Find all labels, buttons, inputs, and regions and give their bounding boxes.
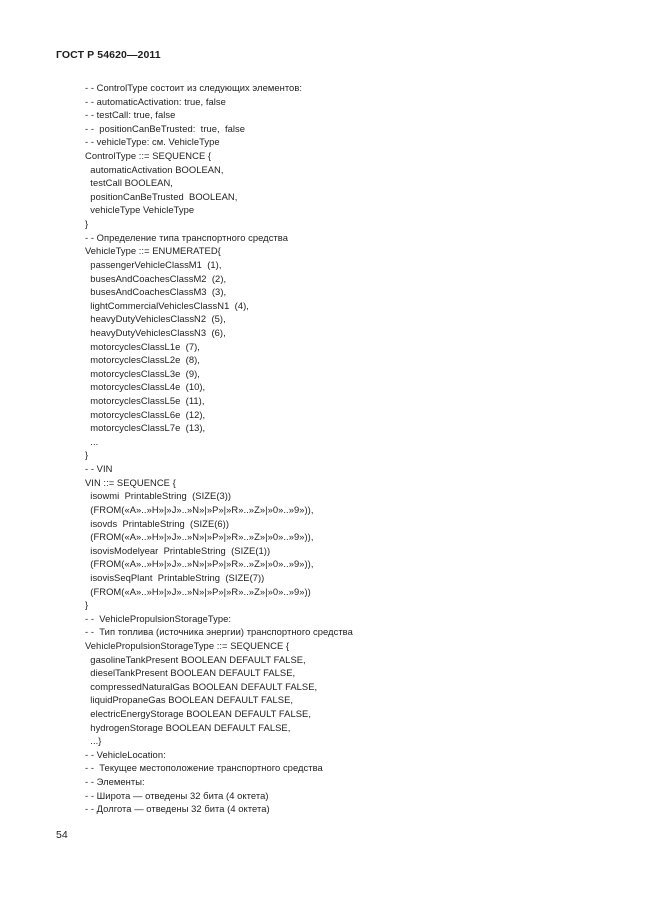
text-line: isowmi PrintableString (SIZE(3)) <box>85 490 232 502</box>
text-line: ...} <box>85 735 102 747</box>
text-line: hydrogenStorage BOOLEAN DEFAULT FALSE, <box>85 721 291 733</box>
text-line: busesAndCoachesClassM2 (2), <box>85 272 227 284</box>
text-line: testCall BOOLEAN, <box>85 177 173 189</box>
text-line: } <box>85 449 89 461</box>
text-line: motorcyclesClassL2e (8), <box>85 354 200 366</box>
text-line: VIN ::= SEQUENCE { <box>85 476 176 488</box>
text-line: gasolineTankPresent BOOLEAN DEFAULT FALSE, <box>85 653 306 665</box>
text-line: - - Тип топлива (источника энергии) транспортного средства <box>85 626 353 638</box>
text-line: ControlType ::= SEQUENCE { <box>85 150 212 162</box>
text-line: passengerVehicleClassM1 (1), <box>85 258 222 270</box>
text-line: isovds PrintableString (SIZE(6)) <box>85 517 230 529</box>
text-line: compressedNaturalGas BOOLEAN DEFAULT FALSE, <box>85 680 318 692</box>
text-line: VehicleType ::= ENUMERATED{ <box>85 245 221 257</box>
text-line: heavyDutyVehiclesClassN2 (5), <box>85 313 226 325</box>
text-line: } <box>85 599 89 611</box>
text-line: - - ControlType состоит из следующих элементов: <box>85 82 303 93</box>
text-line: - - automaticActivation: true, false <box>85 95 226 107</box>
text-line: electricEnergyStorage BOOLEAN DEFAULT FALSE, <box>85 708 312 720</box>
page-number: 54 <box>56 829 68 841</box>
text-line: dieselTankPresent BOOLEAN DEFAULT FALSE, <box>85 667 296 679</box>
text-line: isovisSeqPlant PrintableString (SIZE(7)) <box>85 571 265 583</box>
text-line: - - positionCanBeTrusted: true, false <box>85 122 246 134</box>
text-line: lightCommercialVehiclesClassN1 (4), <box>85 299 249 311</box>
text-line: - - testCall: true, false <box>85 109 176 121</box>
text-line: motorcyclesClassL4e (10), <box>85 381 206 393</box>
document-header: ГОСТ Р 54620—2011 <box>56 49 161 61</box>
text-line: motorcyclesClassL1e (7), <box>85 340 200 352</box>
text-line: automaticActivation BOOLEAN, <box>85 163 224 175</box>
text-line: busesAndCoachesClassM3 (3), <box>85 286 227 298</box>
text-line: - - VIN <box>85 463 113 475</box>
text-line: ... <box>85 435 99 447</box>
text-line: - - Долгота — отведены 32 бита (4 октета) <box>85 803 270 815</box>
text-line: motorcyclesClassL3e (9), <box>85 367 200 379</box>
text-line: vehicleType VehicleType <box>85 204 195 216</box>
text-line: motorcyclesClassL7e (13), <box>85 422 206 434</box>
text-line: } <box>85 218 89 230</box>
text-line: - - Определение типа транспортного средства <box>85 231 288 243</box>
text-line: VehiclePropulsionStorageType ::= SEQUENCE { <box>85 639 290 651</box>
text-line: motorcyclesClassL6e (12), <box>85 408 206 420</box>
text-line: (FROM(«A»..»H»|»J»..»N»|»P»|»R»..»Z»|»0»..»9»)), <box>85 503 314 515</box>
text-line: - - VehicleLocation: <box>85 748 166 760</box>
text-line: isovisModelyear PrintableString (SIZE(1)) <box>85 544 271 556</box>
text-line: motorcyclesClassL5e (11), <box>85 395 205 407</box>
text-line: - - VehiclePropulsionStorageType: <box>85 612 232 624</box>
text-line: (FROM(«A»..»H»|»J»..»N»|»P»|»R»..»Z»|»0»..»9»)), <box>85 531 314 543</box>
text-line: - - Элементы: <box>85 776 145 788</box>
text-line: - - Текущее местоположение транспортного средства <box>85 762 323 774</box>
text-line: (FROM(«A»..»H»|»J»..»N»|»P»|»R»..»Z»|»0»..»9»)) <box>85 585 311 597</box>
text-line: - - Широта — отведены 32 бита (4 октета) <box>85 789 269 801</box>
text-line: - - vehicleType: см. VehicleType <box>85 136 220 148</box>
text-line: positionCanBeTrusted BOOLEAN, <box>85 190 238 202</box>
text-line: heavyDutyVehiclesClassN3 (6), <box>85 326 226 338</box>
document-body <box>85 81 605 816</box>
text-line: liquidPropaneGas BOOLEAN DEFAULT FALSE, <box>85 694 294 706</box>
text-line: (FROM(«A»..»H»|»J»..»N»|»P»|»R»..»Z»|»0»..»9»)), <box>85 558 314 570</box>
